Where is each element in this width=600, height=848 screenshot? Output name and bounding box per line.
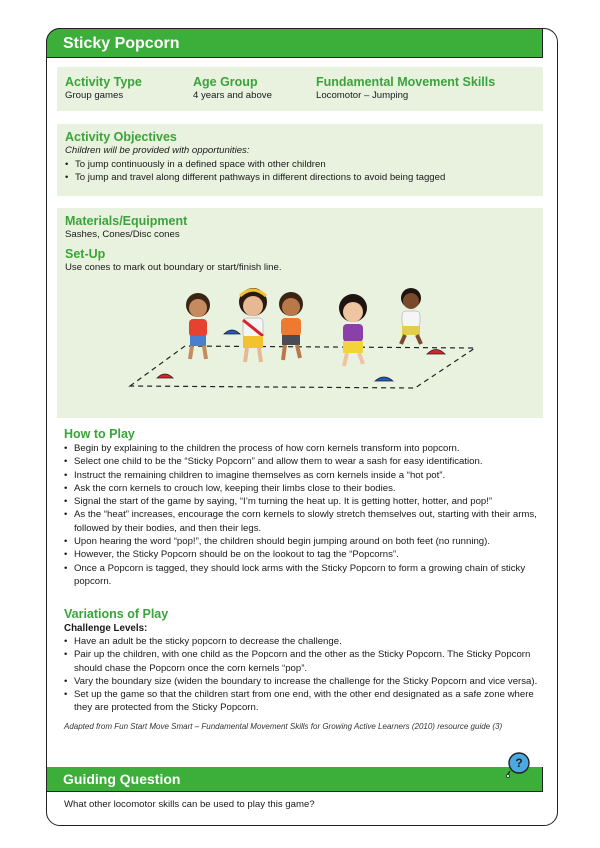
question-mark: ?	[515, 756, 523, 770]
cone-icon	[427, 350, 445, 355]
child-figure	[186, 293, 210, 359]
child-figure	[339, 294, 367, 366]
materials-text: Sashes, Cones/Disc cones	[65, 229, 180, 240]
age-group-label: Age Group	[193, 75, 258, 89]
activity-type-block	[65, 75, 165, 103]
page-title: Sticky Popcorn	[46, 28, 543, 58]
setup-heading: Set-Up	[65, 246, 106, 261]
objectives-list	[65, 158, 535, 185]
objectives-intro: Children will be provided with opportunities:	[65, 145, 250, 156]
question-icon	[505, 752, 531, 778]
cone-icon	[157, 374, 173, 378]
list-item: • To jump and travel along different pathways in different directions to avoid being tagged	[65, 171, 535, 184]
variations-list	[64, 635, 538, 715]
list-item: • Instruct the remaining children to imagine themselves as corn kernels inside a “hot pot”.	[64, 469, 538, 482]
list-item: • Set up the game so that the children start from one end, with the other end designated as a safe zone where they are protected from the Sticky Popcorn.	[64, 688, 538, 715]
guiding-question-text: What other locomotor skills can be used to play this game?	[64, 799, 315, 810]
list-item: • However, the Sticky Popcorn should be on the lookout to tag the “Popcorns”.	[64, 548, 538, 561]
child-figure	[401, 288, 421, 344]
guiding-question-heading: Guiding Question	[46, 767, 543, 792]
how-to-play-list	[64, 442, 538, 588]
challenge-levels-heading: Challenge Levels:	[64, 623, 148, 634]
setup-text: Use cones to mark out boundary or start/finish line.	[65, 261, 282, 273]
list-item: • Select one child to be the “Sticky Popcorn” and allow them to wear a sash for easy identification.	[64, 455, 538, 468]
how-to-play-heading: How to Play	[64, 427, 135, 441]
cone-icon	[224, 330, 240, 334]
list-item: • As the “heat” increases, encourage the corn kernels to slowly stretch themselves out, starting with their arms, followed by their bodies, and then their legs.	[64, 508, 538, 535]
objectives-heading: Activity Objectives	[65, 130, 177, 144]
age-group-block	[193, 75, 288, 103]
list-item: • To jump continuously in a defined space with other children	[65, 158, 535, 171]
materials-setup-panel	[57, 208, 543, 418]
list-item: • Vary the boundary size (widen the boundary to increase the challenge for the Sticky Popcorn and vice versa).	[64, 675, 538, 688]
list-item: • Once a Popcorn is tagged, they should lock arms with the Sticky Popcorn to form a growing chain of sticky popcorn.	[64, 562, 538, 589]
child-figure	[239, 288, 267, 362]
list-item: • Signal the start of the game by saying, “I’m turning the heat up. It is getting hotter, hotter, and pop!”	[64, 495, 538, 508]
boundary-line	[130, 346, 475, 388]
activity-type-value: Group games	[65, 90, 124, 101]
setup-illustration	[65, 286, 535, 406]
source-citation: Adapted from Fun Start Move Smart – Fundamental Movement Skills for Growing Active Learners (2010) resource guide (3)	[64, 721, 503, 731]
fms-block	[316, 75, 495, 103]
list-item: • Ask the corn kernels to crouch low, keeping their limbs close to their bodies.	[64, 482, 538, 495]
list-item: • Begin by explaining to the children the process of how corn kernels transform into popcorn.	[64, 442, 538, 455]
list-item: • Upon hearing the word “pop!”, the children should begin jumping around on both feet (no running).	[64, 535, 538, 548]
child-figure	[279, 292, 303, 360]
list-item: • Pair up the children, with one child as the Popcorn and the other as the Sticky Popcorn. The Sticky Popcorn should chase the Popcorn once the corn kernels “pop”.	[64, 648, 538, 675]
how-to-play-section	[64, 427, 538, 588]
variations-section	[64, 607, 538, 739]
fms-label: Fundamental Movement Skills	[316, 75, 496, 89]
fms-value: Locomotor – Jumping	[316, 90, 409, 101]
variations-heading: Variations of Play	[64, 607, 169, 621]
objectives-panel	[57, 124, 543, 196]
cone-icon	[375, 377, 393, 381]
list-item: • Have an adult be the sticky popcorn to decrease the challenge.	[64, 635, 538, 648]
age-group-value: 4 years and above	[193, 90, 272, 101]
activity-type-label: Activity Type	[65, 75, 142, 89]
materials-heading: Materials/Equipment	[65, 214, 188, 228]
meta-panel	[57, 67, 543, 111]
